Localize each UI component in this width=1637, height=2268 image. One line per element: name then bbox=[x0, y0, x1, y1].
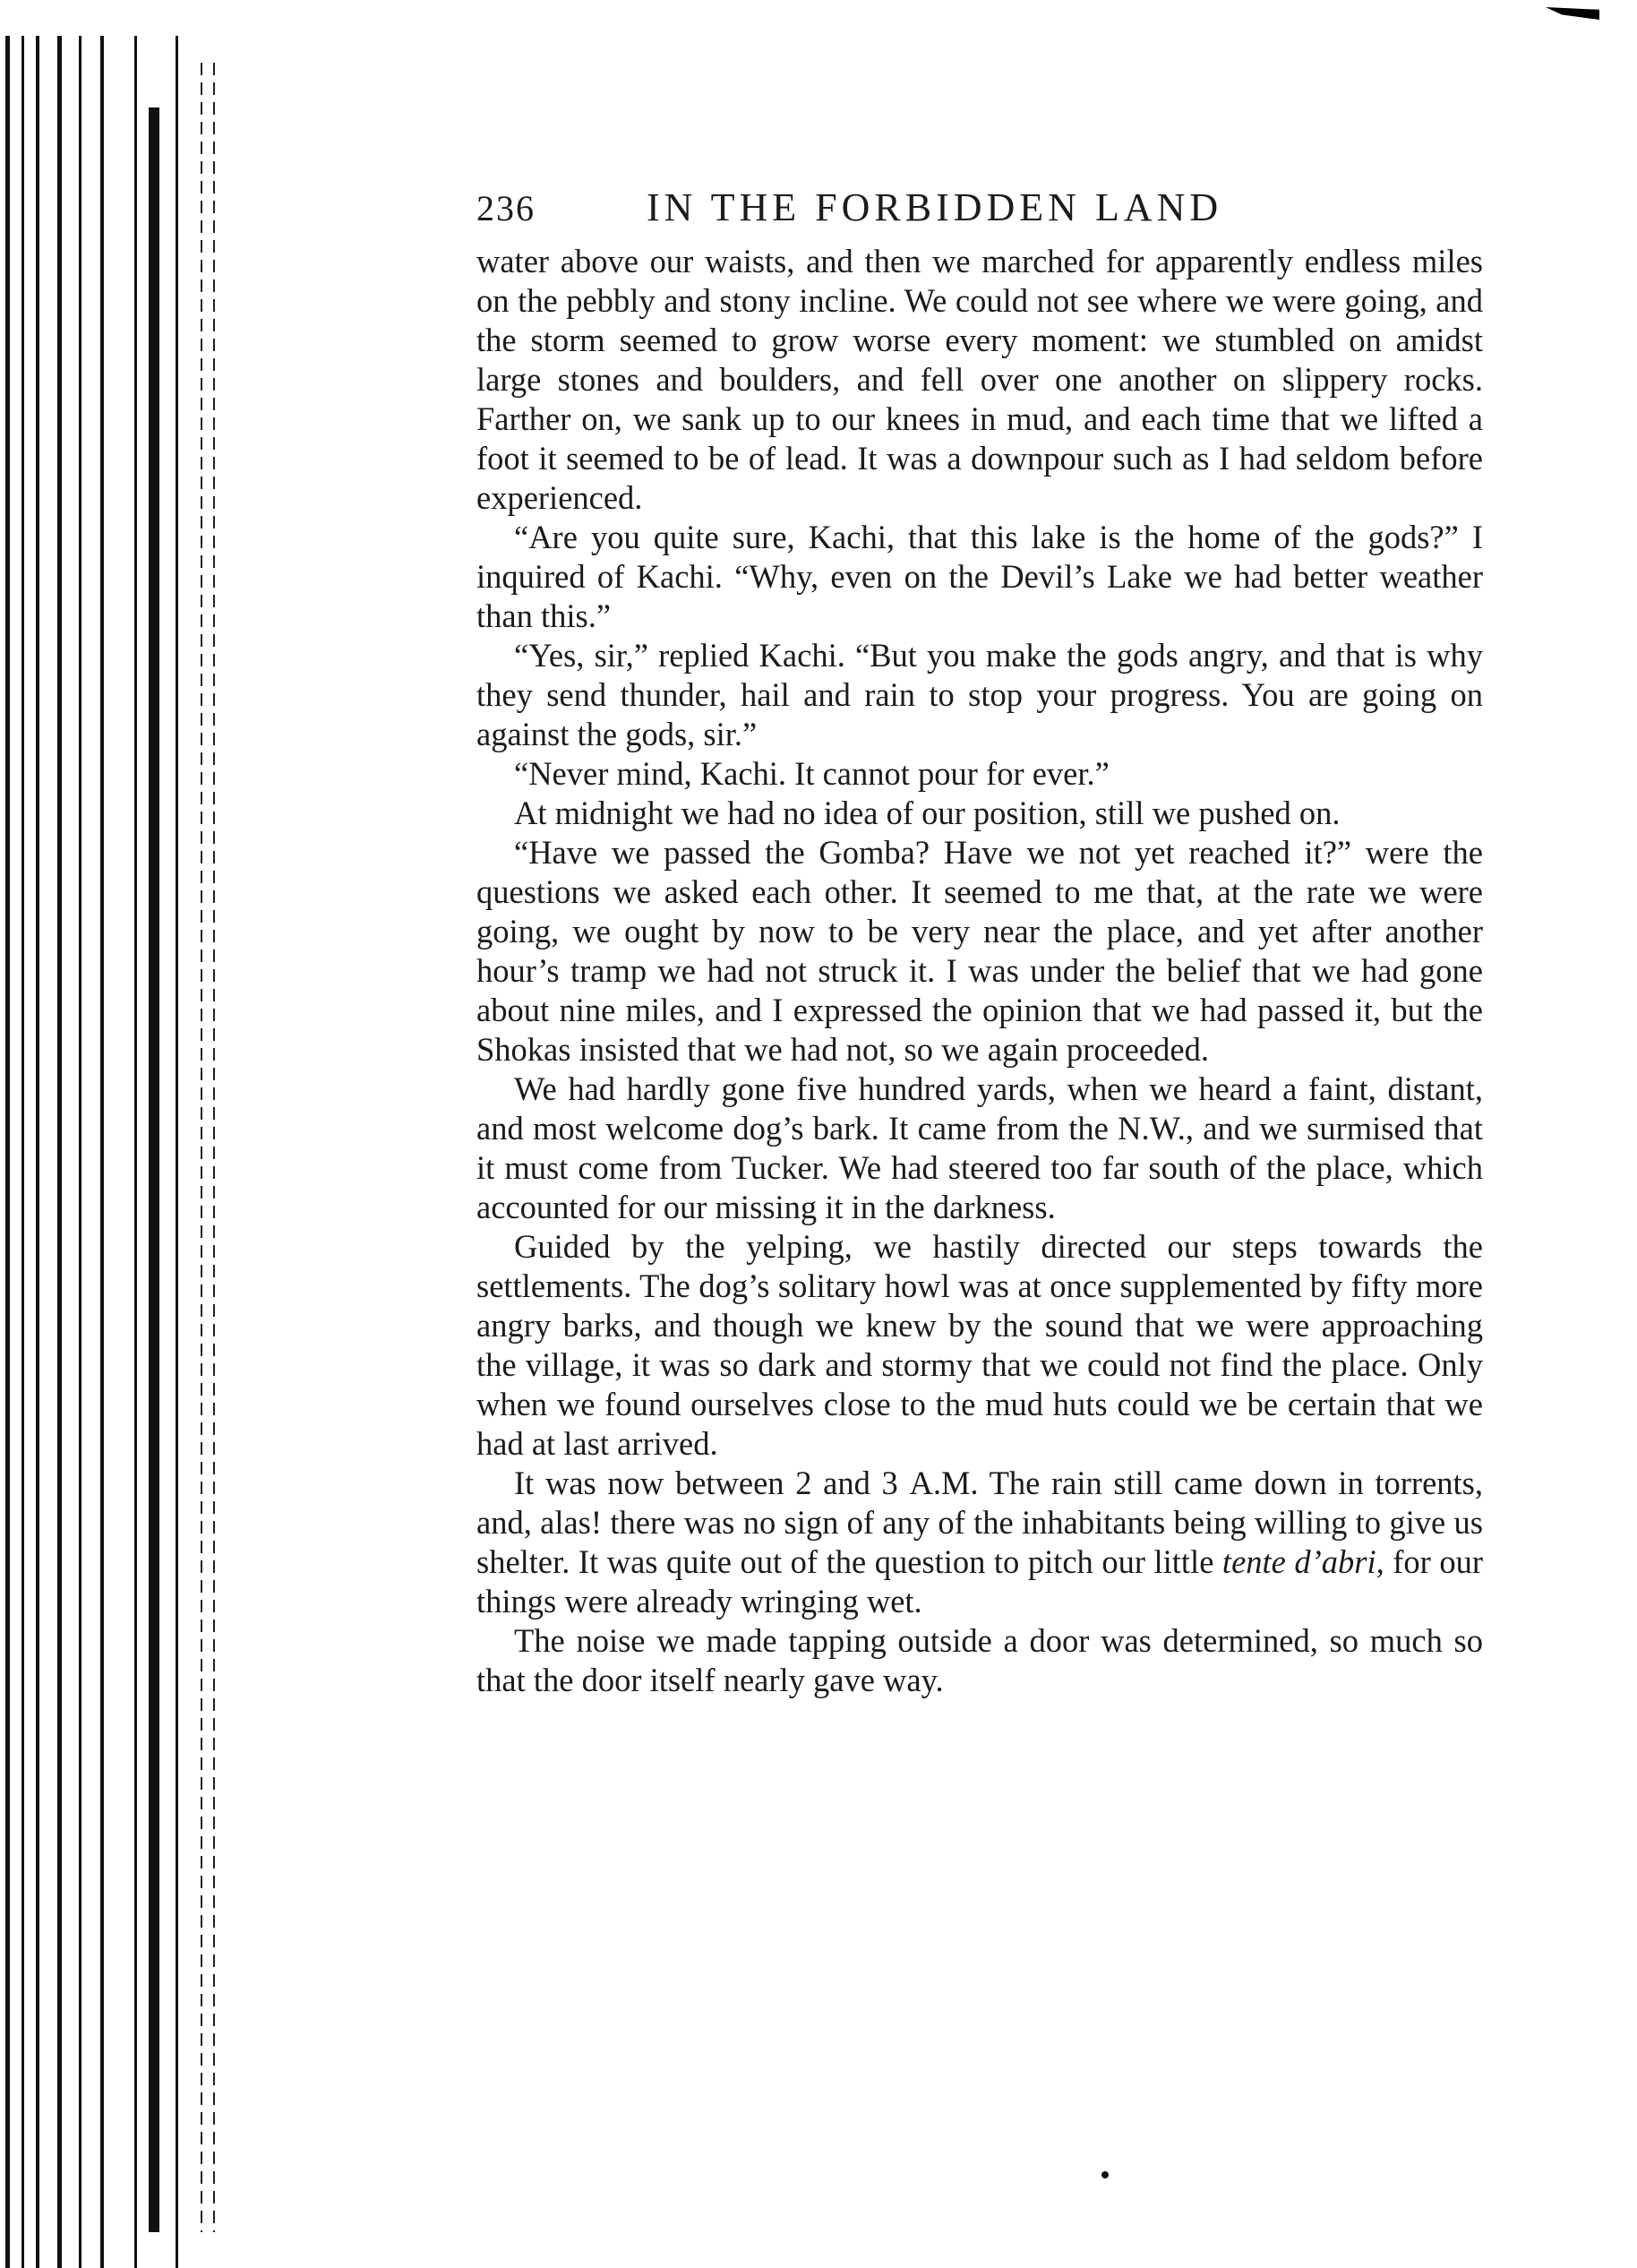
paragraph: Guided by the yelping, we hastily directed our steps towards the settlements. The dog’s solitary howl was at once supplemented by fifty more angry barks, and though we knew by the sound that we were approaching the village, it was so dark and stormy that we could not find the place. Only when we found ourselves close to the mud huts could we be certain that we had at last arrived. bbox=[476, 1228, 1483, 1462]
book-title-header: IN THE FORBIDDEN LAND bbox=[647, 185, 1223, 229]
book-binding-edge bbox=[0, 36, 233, 2268]
paragraph-text: It was now between 2 and 3 bbox=[514, 1465, 910, 1501]
running-head bbox=[476, 185, 1483, 238]
time-abbreviation: A.M. bbox=[909, 1465, 979, 1501]
paragraph: We had hardly gone five hundred yards, when we heard a faint, distant, and most welcome dog’s bark. It came from the N.W., and we surmised that it must come from Tucker. We had steered too far south of the place, which accounted for our missing it in the darkness. bbox=[476, 1070, 1483, 1225]
paragraph: “Have we passed the Gomba? Have we not yet reached it?” were the questions we asked each other. It seemed to me that, at the rate we were going, we ought by now to be very near the place, and yet after another hour’s tramp we had not struck it. I was under the belief that we had gone about nine miles, and I expressed the opinion that we had passed it, but the Shokas insisted that we had not, so we again proceeded. bbox=[476, 834, 1483, 1068]
paragraph: The noise we made tapping outside a door was determined, so much so that the door itself nearly gave way. bbox=[476, 1622, 1483, 1698]
paragraph-text: for our things were already wringing wet. bbox=[476, 1543, 1483, 1619]
paragraph: At midnight we had no idea of our position, still we pushed on. bbox=[514, 795, 1341, 831]
paragraph: “Yes, sir,” replied Kachi. “But you make the gods angry, and that is why they send thunder, hail and rain to stop your progress. You are going on against the gods, sir.” bbox=[476, 637, 1483, 752]
scan-speck bbox=[1101, 2171, 1109, 2178]
scan-corner-mark bbox=[1546, 7, 1599, 20]
book-page bbox=[476, 185, 1483, 1700]
italic-phrase: tente d’abri, bbox=[1221, 1543, 1384, 1580]
paragraph-continuation: water above our waists, and then we marched for apparently endless miles on the pebbly and stony incline. We could not see where we were going, and the storm seemed to grow worse every moment: we stumbled on amidst large stones and boulders, and fell over one another on slippery rocks. Farther on, we sank up to our knees in mud, and each time that we lifted a foot it seemed to be of lead. It was a downpour such as I had seldom before experienced. bbox=[476, 243, 1483, 516]
page-number: 236 bbox=[476, 188, 536, 228]
paragraph bbox=[476, 1464, 1483, 1621]
paragraph: “Never mind, Kachi. It cannot pour for ever.” bbox=[514, 755, 1110, 792]
paragraph: “Are you quite sure, Kachi, that this lake is the home of the gods?” I inquired of Kachi. “Why, even on the Devil’s Lake we had better weather than this.” bbox=[476, 519, 1483, 634]
paragraph-text: The rain still came down in torrents, and, alas! there was no sign of any of the inhabitants being willing to give us shelter. It was quite out of the question to pitch our little bbox=[476, 1465, 1483, 1580]
